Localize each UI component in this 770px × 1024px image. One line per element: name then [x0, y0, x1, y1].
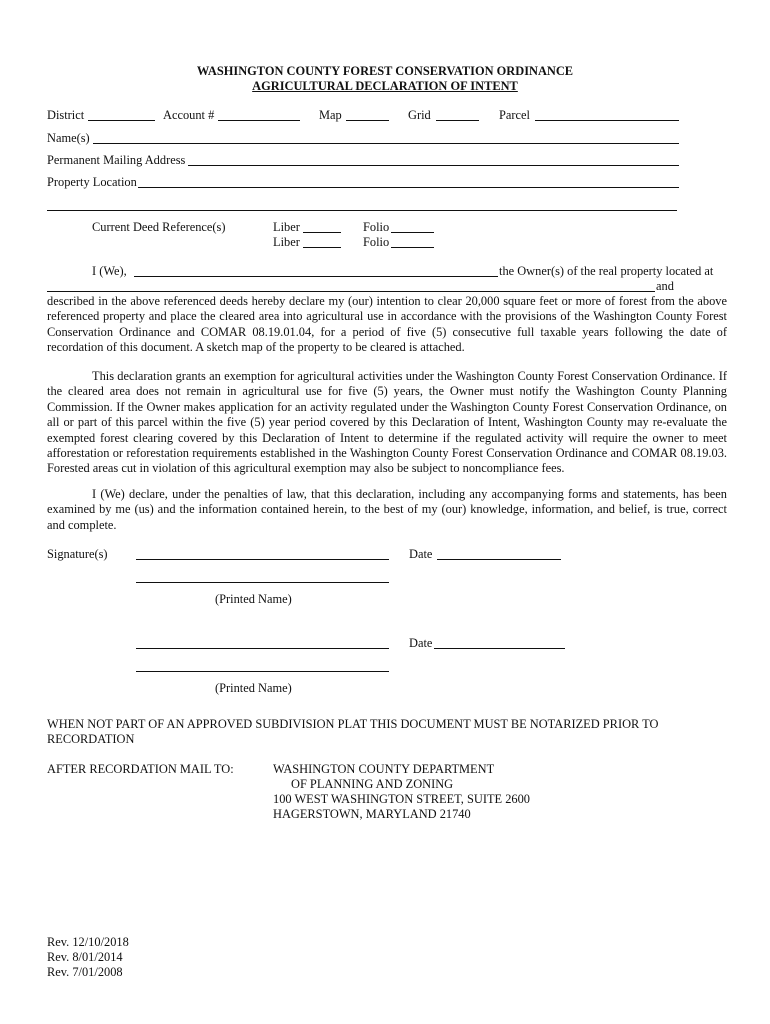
folio-label-1: Folio	[363, 220, 390, 234]
signature-field-1[interactable]	[136, 559, 389, 560]
owner-tail: the Owner(s) of the real property located at	[499, 264, 714, 278]
printed-name-field-1[interactable]	[136, 582, 389, 583]
folio-field-1[interactable]	[391, 232, 434, 233]
property-location-field-2[interactable]	[47, 210, 677, 211]
date-label-2: Date	[409, 636, 433, 650]
folio-field-2[interactable]	[391, 247, 434, 248]
grid-field[interactable]	[436, 120, 479, 121]
mail-address-line3: 100 WEST WASHINGTON STREET, SUITE 2600	[273, 792, 530, 806]
liber-label-2: Liber	[273, 235, 300, 249]
mailing-address-field[interactable]	[188, 165, 679, 166]
form-subtitle: AGRICULTURAL DECLARATION OF INTENT	[252, 79, 518, 93]
liber-label-1: Liber	[273, 220, 300, 234]
folio-label-2: Folio	[363, 235, 390, 249]
district-field[interactable]	[88, 120, 155, 121]
grid-label: Grid	[408, 108, 431, 122]
owner-name-field[interactable]	[134, 276, 498, 277]
penalty-paragraph: I (We) declare, under the penalties of law, that this declaration, including any accompanying forms and statements, has been examined by me (us) and the information contained herein, to the best of my (our) knowledge, information, and belief, is true, correct and complete.	[47, 487, 727, 532]
mail-address-line1: WASHINGTON COUNTY DEPARTMENT	[273, 762, 495, 776]
revision-date-1: Rev. 12/10/2018	[47, 935, 129, 949]
owner-and: and	[656, 279, 674, 293]
declaration-paragraph: described in the above referenced deeds hereby declare my (our) intention to clear 20,000 square feet or more of forest from the above referenced property and place the cleared area into agricultural use in accordance with the provisions of the Washington County Forest Conservation Ordinance and COMAR 08.19.01.04, for a period of five (5) consecutive full taxable years following the date of recordation of this document. A sketch map of the property to be cleared is attached.	[47, 294, 727, 355]
property-location-field[interactable]	[138, 187, 679, 188]
account-label: Account #	[163, 108, 215, 122]
date-field-1[interactable]	[437, 559, 561, 560]
property-address-field[interactable]	[47, 291, 655, 292]
signature-label: Signature(s)	[47, 547, 108, 561]
printed-name-label-1: (Printed Name)	[215, 592, 292, 606]
printed-name-label-2: (Printed Name)	[215, 681, 292, 695]
owner-lead: I (We),	[92, 264, 127, 278]
date-label-1: Date	[409, 547, 433, 561]
account-field[interactable]	[218, 120, 300, 121]
liber-field-1[interactable]	[303, 232, 341, 233]
notarize-notice-line2: RECORDATION	[47, 732, 135, 746]
form-title: WASHINGTON COUNTY FOREST CONSERVATION ORDINANCE	[196, 64, 574, 78]
mailing-address-label: Permanent Mailing Address	[47, 153, 186, 167]
parcel-field[interactable]	[535, 120, 679, 121]
exemption-paragraph: This declaration grants an exemption for agricultural activities under the Washington County Forest Conservation Ordinance. If the cleared area does not remain in agricultural use for five (5) years, the Owner must notify the Washington County Planning Commission. If the Owner makes application for an activity regulated under the Washington County Forest Conservation Ordinance, on all or part of this parcel within the five (5) year period covered by this Declaration of Intent, Washington County may re-evaluate the exempted forest clearing covered by this Declaration of Intent to determine if the regulated activity will require the owner to meet afforestation or reforestation requirements established in the Washington County Forest Conservation Ordinance and COMAR 08.19.03. Forested areas cut in violation of this agricultural exemption may also be subject to noncompliance fees.	[47, 369, 727, 476]
notarize-notice-line1: WHEN NOT PART OF AN APPROVED SUBDIVISION PLAT THIS DOCUMENT MUST BE NOTARIZED PRIOR TO	[47, 717, 659, 731]
names-field[interactable]	[93, 143, 679, 144]
names-label: Name(s)	[47, 131, 90, 145]
mail-to-label: AFTER RECORDATION MAIL TO:	[47, 762, 234, 776]
liber-field-2[interactable]	[303, 247, 341, 248]
parcel-label: Parcel	[499, 108, 530, 122]
mail-address-line4: HAGERSTOWN, MARYLAND 21740	[273, 807, 471, 821]
deed-reference-label: Current Deed Reference(s)	[92, 220, 226, 234]
revision-date-2: Rev. 8/01/2014	[47, 950, 123, 964]
revision-date-3: Rev. 7/01/2008	[47, 965, 123, 979]
printed-name-field-2[interactable]	[136, 671, 389, 672]
date-field-2[interactable]	[434, 648, 565, 649]
district-label: District	[47, 108, 85, 122]
signature-field-2[interactable]	[136, 648, 389, 649]
map-field[interactable]	[346, 120, 389, 121]
mail-address-line2: OF PLANNING AND ZONING	[291, 777, 454, 791]
map-label: Map	[319, 108, 342, 122]
property-location-label: Property Location	[47, 175, 137, 189]
